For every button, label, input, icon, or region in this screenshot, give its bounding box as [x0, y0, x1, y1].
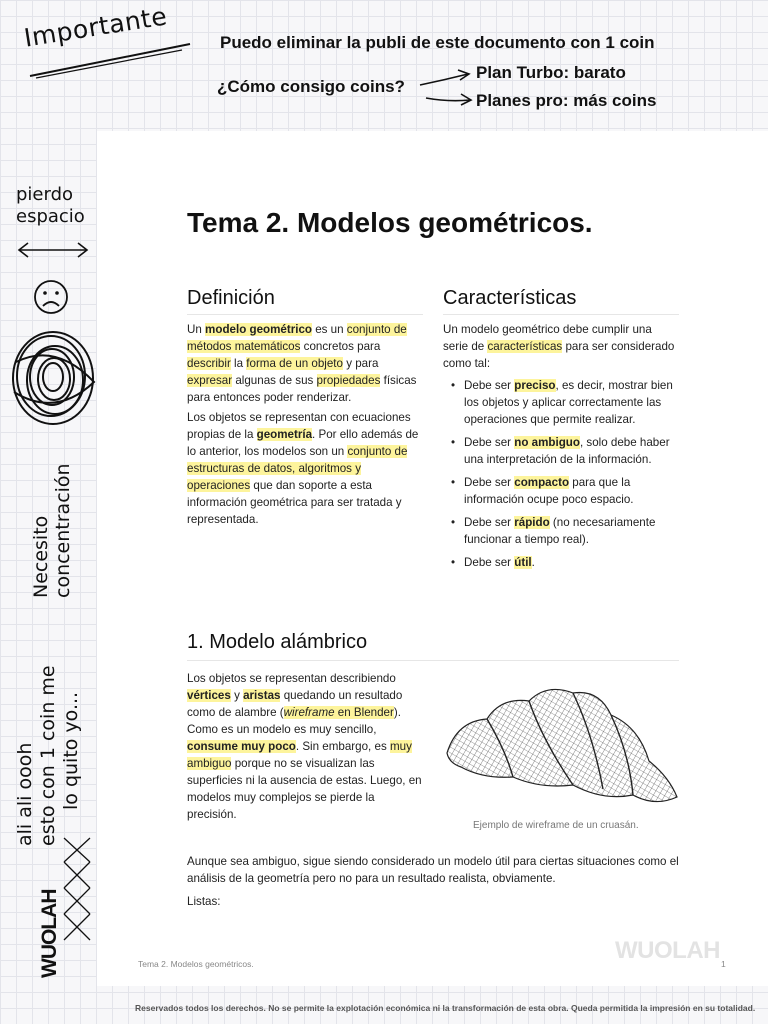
coins-question: ¿Cómo consigo coins?: [217, 77, 405, 96]
alambrico-heading: 1. Modelo alámbrico: [187, 631, 368, 653]
divider: [187, 660, 679, 661]
page-title: Tema 2. Modelos geométricos.: [187, 207, 593, 238]
concentracion-text: concentración: [52, 463, 74, 598]
footer-title: Tema 2. Modelos geométricos.: [138, 959, 254, 969]
pierdo-text: pierdo: [16, 184, 74, 205]
figure-caption: Ejemplo de wireframe de un cruasán.: [473, 820, 639, 831]
alambrico-paragraph-2: Aunque sea ambiguo, sigue siendo considerado un modelo útil para ciertas situaciones como el análisis de la geometría pero no para un resultado realista, obviamente.: [187, 855, 679, 885]
definicion-paragraph-2: Los objetos se representan con ecuaciones propias de la geometría. Por ello además de lo anterior, los modelos son un conjunto de estructuras de datos, algoritmos y operaciones que dan soporte a esta información geométrica para ser tratada y representada.: [187, 411, 419, 526]
definicion-paragraph-1: Un modelo geométrico es un conjunto de métodos matemáticos concretos para describir la forma de un objeto y para expresar algunas de sus propiedades físicas para entonces poder renderizar.: [187, 323, 417, 404]
necesito-text: Necesito: [30, 515, 52, 598]
scribble-icon: [6, 322, 100, 434]
plan-turbo-link[interactable]: Plan Turbo: barato: [476, 63, 626, 82]
quito-line-text: lo quito yo...: [60, 691, 82, 810]
caracteristicas-list: [443, 377, 679, 577]
planes-pro-link[interactable]: Planes pro: más coins: [476, 91, 657, 110]
espacio-text: espacio: [16, 206, 85, 227]
double-arrow-icon: [16, 240, 90, 260]
definicion-heading: Definición: [187, 287, 275, 309]
document-page: [97, 131, 768, 986]
page-number: 1: [721, 959, 726, 969]
arrow-right-icon: [424, 90, 476, 110]
list-item: • Debe ser compacto para que la información ocupe poco espacio.: [443, 474, 679, 508]
list-item: • Debe ser rápido (no necesariamente funcionar a tiempo real).: [443, 514, 679, 548]
sad-face-icon: [32, 278, 70, 316]
legal-notice: Reservados todos los derechos. No se permite la explotación económica ni la transformación de esta obra. Queda permitida la impresión en su totalidad.: [135, 1003, 756, 1013]
arrow-right-icon: [418, 68, 474, 90]
pierdo-espacio-note: [16, 184, 85, 228]
croissant-wireframe-image: [443, 679, 683, 819]
underline-scribble: [22, 40, 192, 80]
wuolah-watermark-logo: WUOLAH: [615, 937, 720, 964]
coin-line-text: esto con 1 coin me: [37, 665, 59, 846]
list-item: • Debe ser útil.: [443, 554, 679, 571]
caracteristicas-heading: Características: [443, 287, 577, 309]
list-item: • Debe ser no ambiguo, solo debe haber una interpretación de la información.: [443, 434, 679, 468]
remove-ads-text: Puedo eliminar la publi de este documento con 1 coin: [220, 33, 655, 52]
ali-line-text: ali ali oooh: [14, 742, 36, 846]
divider: [187, 314, 423, 315]
importante-label: Importante: [22, 1, 170, 53]
list-item: • Debe ser preciso, es decir, mostrar bien los objetos y aplicar correctamente las operaciones que permite realizar.: [443, 377, 679, 428]
caracteristicas-intro: Un modelo geométrico debe cumplir una serie de características para ser considerado como tal:: [443, 323, 675, 370]
wuolah-side-logo: WUOLAH: [38, 889, 61, 978]
divider: [443, 314, 679, 315]
alambrico-paragraph-1: Los objetos se representan describiendo vértices y aristas quedando un resultado como de alambre (wireframe en Blender). Como es un modelo es muy sencillo, consume muy poco. Sin embargo, es muy ambiguo porque no se visualizan las superficies ni la ausencia de estas. Luego, en modelos muy complejos se pierde la precisión.: [187, 672, 422, 821]
listas-label: Listas:: [187, 895, 221, 908]
crosshatch-doodle: [60, 832, 94, 948]
promo-banner: [0, 0, 768, 130]
